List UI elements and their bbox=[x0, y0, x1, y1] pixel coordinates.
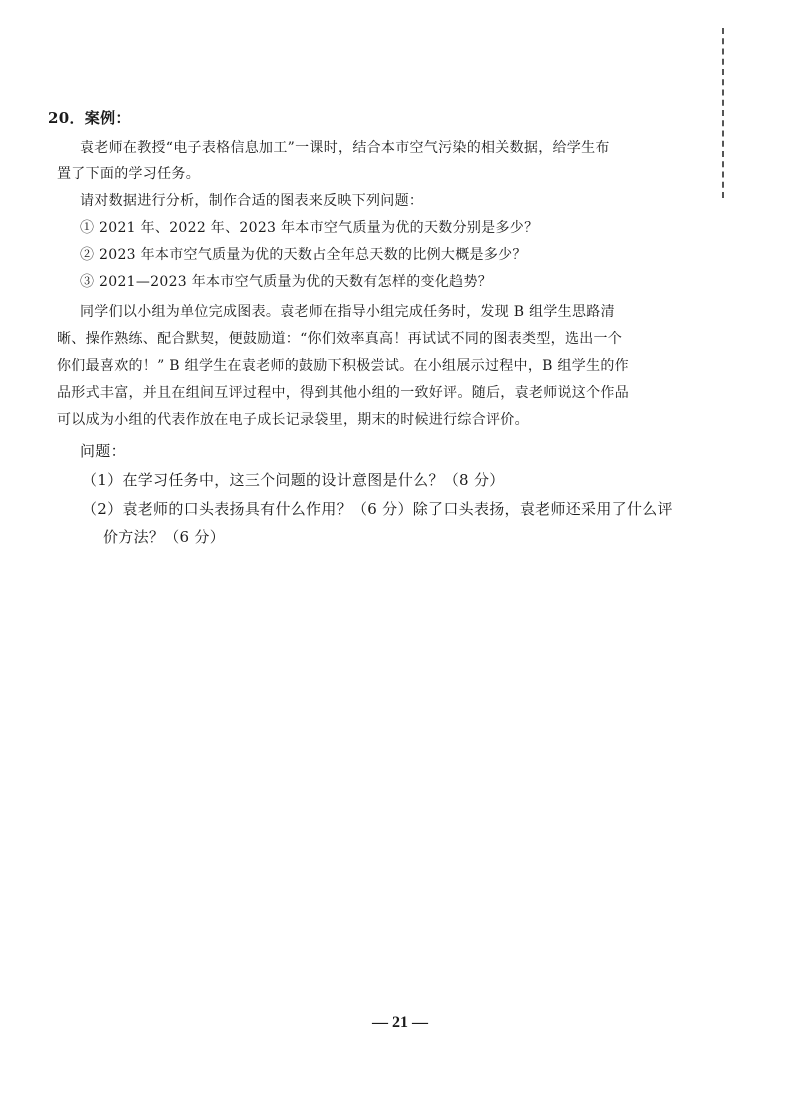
task-item-1: ① 2021 年、2022 年、2023 年本市空气质量为优的天数分别是多少？ bbox=[80, 220, 539, 236]
task-prompt: 请对数据进行分析，制作合适的图表来反映下列问题： bbox=[80, 193, 424, 209]
page-number: — 21 — bbox=[372, 1014, 428, 1031]
intro-line-1: 袁老师在教授“电子表格信息加工”一课时，结合本市空气污染的相关数据，给学生布 bbox=[80, 140, 610, 156]
question-1: （1）在学习任务中，这三个问题的设计意图是什么？（8 分） bbox=[82, 471, 505, 489]
story-line-5: 可以成为小组的代表作放在电子成长记录袋里，期末的时候进行综合评价。 bbox=[57, 412, 529, 428]
intro-line-2: 置了下面的学习任务。 bbox=[57, 166, 200, 182]
question-2-line-1: （2）袁老师的口头表扬具有什么作用？（6 分）除了口头表扬，袁老师还采用了什么评 bbox=[82, 500, 673, 518]
question-2-line-2: 价方法？（6 分） bbox=[103, 528, 226, 546]
questions-label: 问题： bbox=[80, 442, 126, 460]
question-title: 20．案例： bbox=[48, 109, 131, 127]
task-item-3: ③ 2021—2023 年本市空气质量为优的天数有怎样的变化趋势？ bbox=[80, 274, 493, 290]
story-line-1: 同学们以小组为单位完成图表。袁老师在指导小组完成任务时，发现 B 组学生思路清 bbox=[80, 304, 615, 320]
story-line-4: 品形式丰富，并且在组间互评过程中，得到其他小组的一致好评。随后，袁老师说这个作品 bbox=[57, 385, 629, 401]
task-item-2: ② 2023 年本市空气质量为优的天数占全年总天数的比例大概是多少？ bbox=[80, 247, 527, 263]
story-line-2: 晰、操作熟练、配合默契，便鼓励道：“你们效率真高！再试试不同的图表类型，选出一个 bbox=[57, 331, 623, 347]
story-line-3: 你们最喜欢的！” B 组学生在袁老师的鼓励下积极尝试。在小组展示过程中，B 组学生的作 bbox=[57, 358, 629, 374]
